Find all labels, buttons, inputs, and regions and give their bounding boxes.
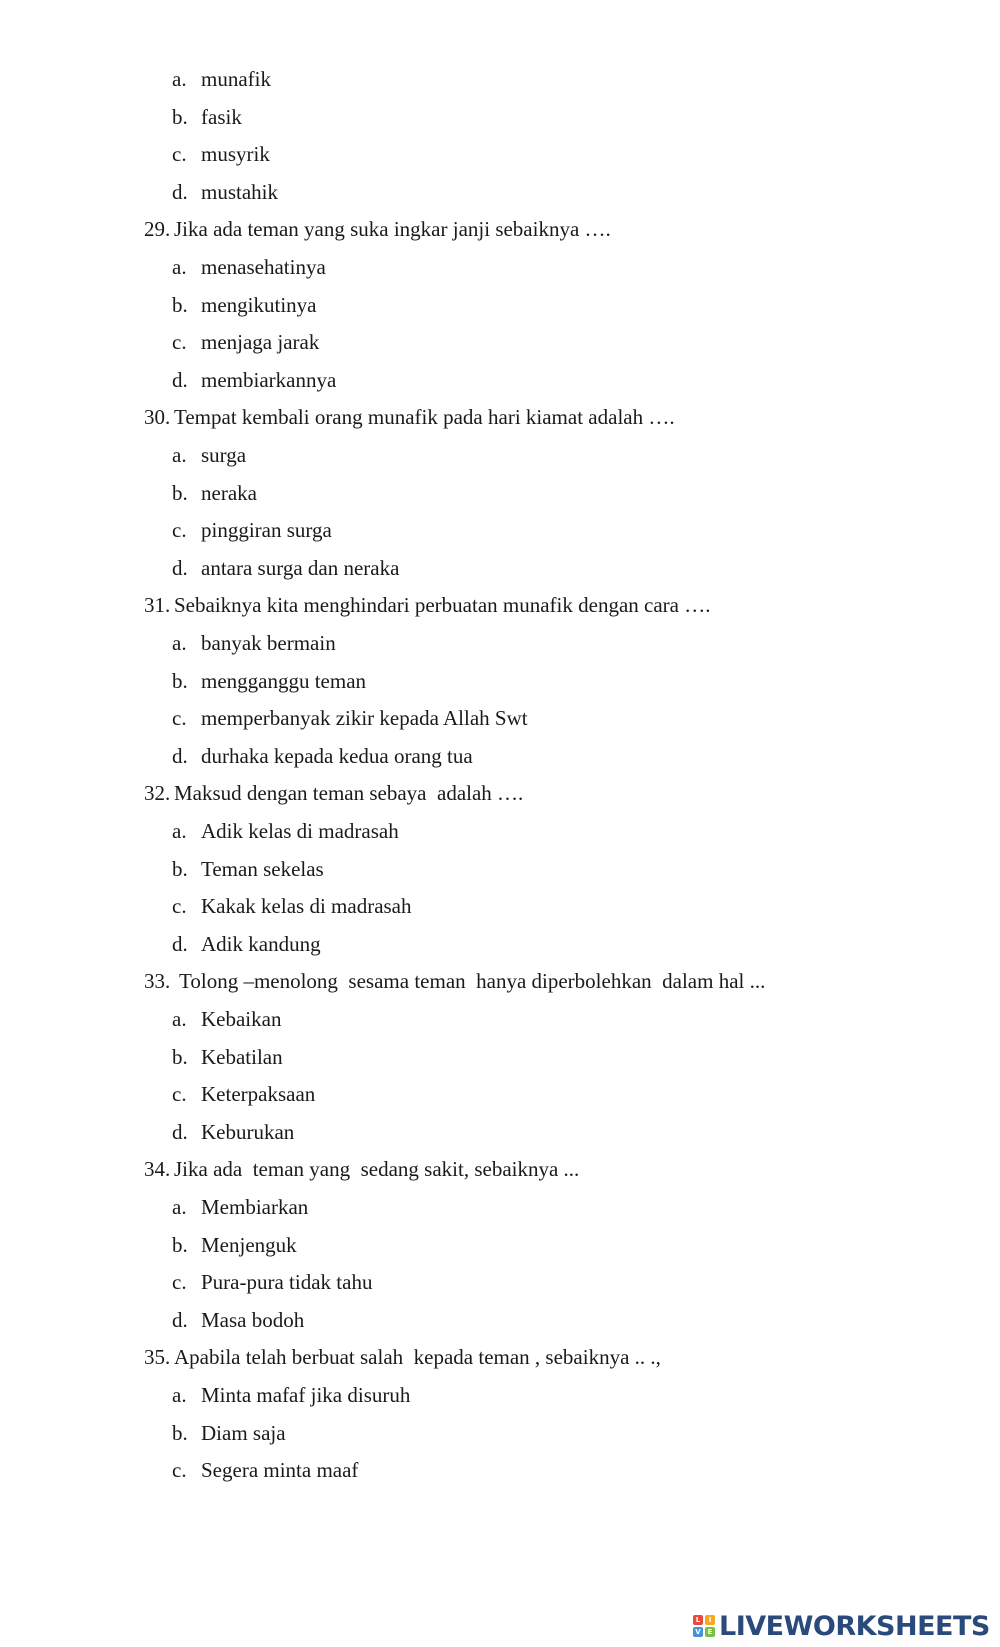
answer-option	[172, 254, 326, 280]
answer-option	[172, 367, 336, 393]
option-text: mustahik	[201, 180, 278, 204]
answer-option	[172, 1119, 294, 1145]
option-letter: c.	[172, 1270, 187, 1294]
option-letter: a.	[172, 819, 187, 843]
option-letter: b.	[172, 293, 188, 317]
option-text: Membiarkan	[201, 1195, 309, 1219]
option-text: Kebaikan	[201, 1007, 282, 1031]
answer-option	[172, 442, 246, 468]
answer-option	[172, 1194, 308, 1220]
answer-option	[172, 329, 319, 355]
answer-option	[172, 1382, 410, 1408]
question	[144, 1156, 579, 1182]
option-text: Adik kandung	[201, 932, 321, 956]
option-letter: a.	[172, 631, 187, 655]
question-number: 29.	[144, 217, 171, 241]
option-text: mengikutinya	[201, 293, 317, 317]
question	[144, 592, 710, 618]
answer-option	[172, 1232, 297, 1258]
option-text: Teman sekelas	[201, 857, 324, 881]
option-text: Minta mafaf jika disuruh	[201, 1383, 411, 1407]
option-letter: a.	[172, 1195, 187, 1219]
option-text: Kebatilan	[201, 1045, 283, 1069]
option-text: neraka	[201, 481, 257, 505]
option-text: mengganggu teman	[201, 669, 367, 693]
question-text: Jika ada teman yang suka ingkar janji sebaiknya ….	[174, 217, 611, 241]
option-letter: b.	[172, 1045, 188, 1069]
logo-mark-cell: V	[693, 1627, 703, 1637]
answer-option	[172, 818, 399, 844]
option-letter: b.	[172, 669, 188, 693]
option-letter: a.	[172, 1007, 187, 1031]
question-text: Sebaiknya kita menghindari perbuatan munafik dengan cara ….	[174, 593, 711, 617]
question	[144, 404, 675, 430]
option-text: Menjenguk	[201, 1233, 297, 1257]
liveworksheets-logo	[693, 1611, 990, 1641]
option-letter: b.	[172, 1233, 188, 1257]
option-letter: c.	[172, 330, 187, 354]
answer-option	[172, 555, 399, 581]
option-text: memperbanyak zikir kepada Allah Swt	[201, 706, 528, 730]
logo-mark-cell: L	[693, 1615, 703, 1625]
option-text: menjaga jarak	[201, 330, 320, 354]
option-letter: c.	[172, 1458, 187, 1482]
answer-option	[172, 668, 366, 694]
option-letter: b.	[172, 857, 188, 881]
question-number: 34.	[144, 1157, 171, 1181]
option-text: durhaka kepada kedua orang tua	[201, 744, 473, 768]
option-letter: b.	[172, 1421, 188, 1445]
question	[144, 1344, 661, 1370]
answer-option	[172, 1081, 315, 1107]
question	[144, 968, 765, 994]
logo-mark-cell: E	[705, 1627, 715, 1637]
answer-option	[172, 141, 270, 167]
option-text: menasehatinya	[201, 255, 326, 279]
question-number: 32.	[144, 781, 171, 805]
answer-option	[172, 179, 278, 205]
option-letter: d.	[172, 180, 188, 204]
answer-option	[172, 893, 412, 919]
option-letter: a.	[172, 67, 187, 91]
option-letter: c.	[172, 1082, 187, 1106]
option-text: Diam saja	[201, 1421, 286, 1445]
option-letter: d.	[172, 1308, 188, 1332]
question-number: 30.	[144, 405, 171, 429]
option-text: Keterpaksaan	[201, 1082, 316, 1106]
question-number: 31.	[144, 593, 171, 617]
option-text: Adik kelas di madrasah	[201, 819, 399, 843]
option-letter: c.	[172, 518, 187, 542]
answer-option	[172, 1307, 304, 1333]
question-text: Tempat kembali orang munafik pada hari kiamat adalah ….	[174, 405, 675, 429]
answer-option	[172, 480, 257, 506]
option-letter: b.	[172, 105, 188, 129]
option-text: membiarkannya	[201, 368, 337, 392]
option-letter: d.	[172, 744, 188, 768]
option-text: Keburukan	[201, 1120, 295, 1144]
option-letter: a.	[172, 1383, 187, 1407]
option-letter: a.	[172, 443, 187, 467]
option-letter: b.	[172, 481, 188, 505]
answer-option	[172, 104, 242, 130]
question-text: Jika ada teman yang sedang sakit, sebaiknya ...	[174, 1157, 580, 1181]
option-letter: d.	[172, 368, 188, 392]
answer-option	[172, 630, 336, 656]
option-text: munafik	[201, 67, 271, 91]
question-text: Apabila telah berbuat salah kepada teman , sebaiknya .. .,	[174, 1345, 661, 1369]
answer-option	[172, 1457, 358, 1483]
answer-option	[172, 1269, 372, 1295]
answer-option	[172, 1044, 283, 1070]
answer-option	[172, 931, 321, 957]
answer-option	[172, 743, 473, 769]
question-text: Maksud dengan teman sebaya adalah ….	[174, 781, 524, 805]
option-letter: c.	[172, 142, 187, 166]
answer-option	[172, 705, 528, 731]
answer-option	[172, 517, 332, 543]
answer-option	[172, 1006, 281, 1032]
option-letter: d.	[172, 556, 188, 580]
question-number: 35.	[144, 1345, 171, 1369]
option-letter: d.	[172, 932, 188, 956]
question-number: 33.	[144, 969, 171, 993]
question-text: Tolong –menolong sesama teman hanya diperbolehkan dalam hal ...	[179, 969, 766, 993]
option-letter: c.	[172, 894, 187, 918]
option-text: fasik	[201, 105, 242, 129]
question	[144, 780, 523, 806]
option-text: Segera minta maaf	[201, 1458, 359, 1482]
option-text: antara surga dan neraka	[201, 556, 400, 580]
logo-mark-cell: I	[705, 1615, 715, 1625]
liveworksheets-wordmark: LIVEWORKSHEETS	[719, 1610, 990, 1642]
answer-option	[172, 66, 271, 92]
option-letter: a.	[172, 255, 187, 279]
option-text: pinggiran surga	[201, 518, 332, 542]
answer-option	[172, 856, 324, 882]
option-letter: c.	[172, 706, 187, 730]
option-text: surga	[201, 443, 247, 467]
option-letter: d.	[172, 1120, 188, 1144]
option-text: banyak bermain	[201, 631, 336, 655]
liveworksheets-mark-icon	[693, 1615, 715, 1637]
answer-option	[172, 292, 316, 318]
question	[144, 216, 611, 242]
option-text: Kakak kelas di madrasah	[201, 894, 412, 918]
option-text: musyrik	[201, 142, 270, 166]
answer-option	[172, 1420, 286, 1446]
option-text: Pura-pura tidak tahu	[201, 1270, 373, 1294]
option-text: Masa bodoh	[201, 1308, 305, 1332]
